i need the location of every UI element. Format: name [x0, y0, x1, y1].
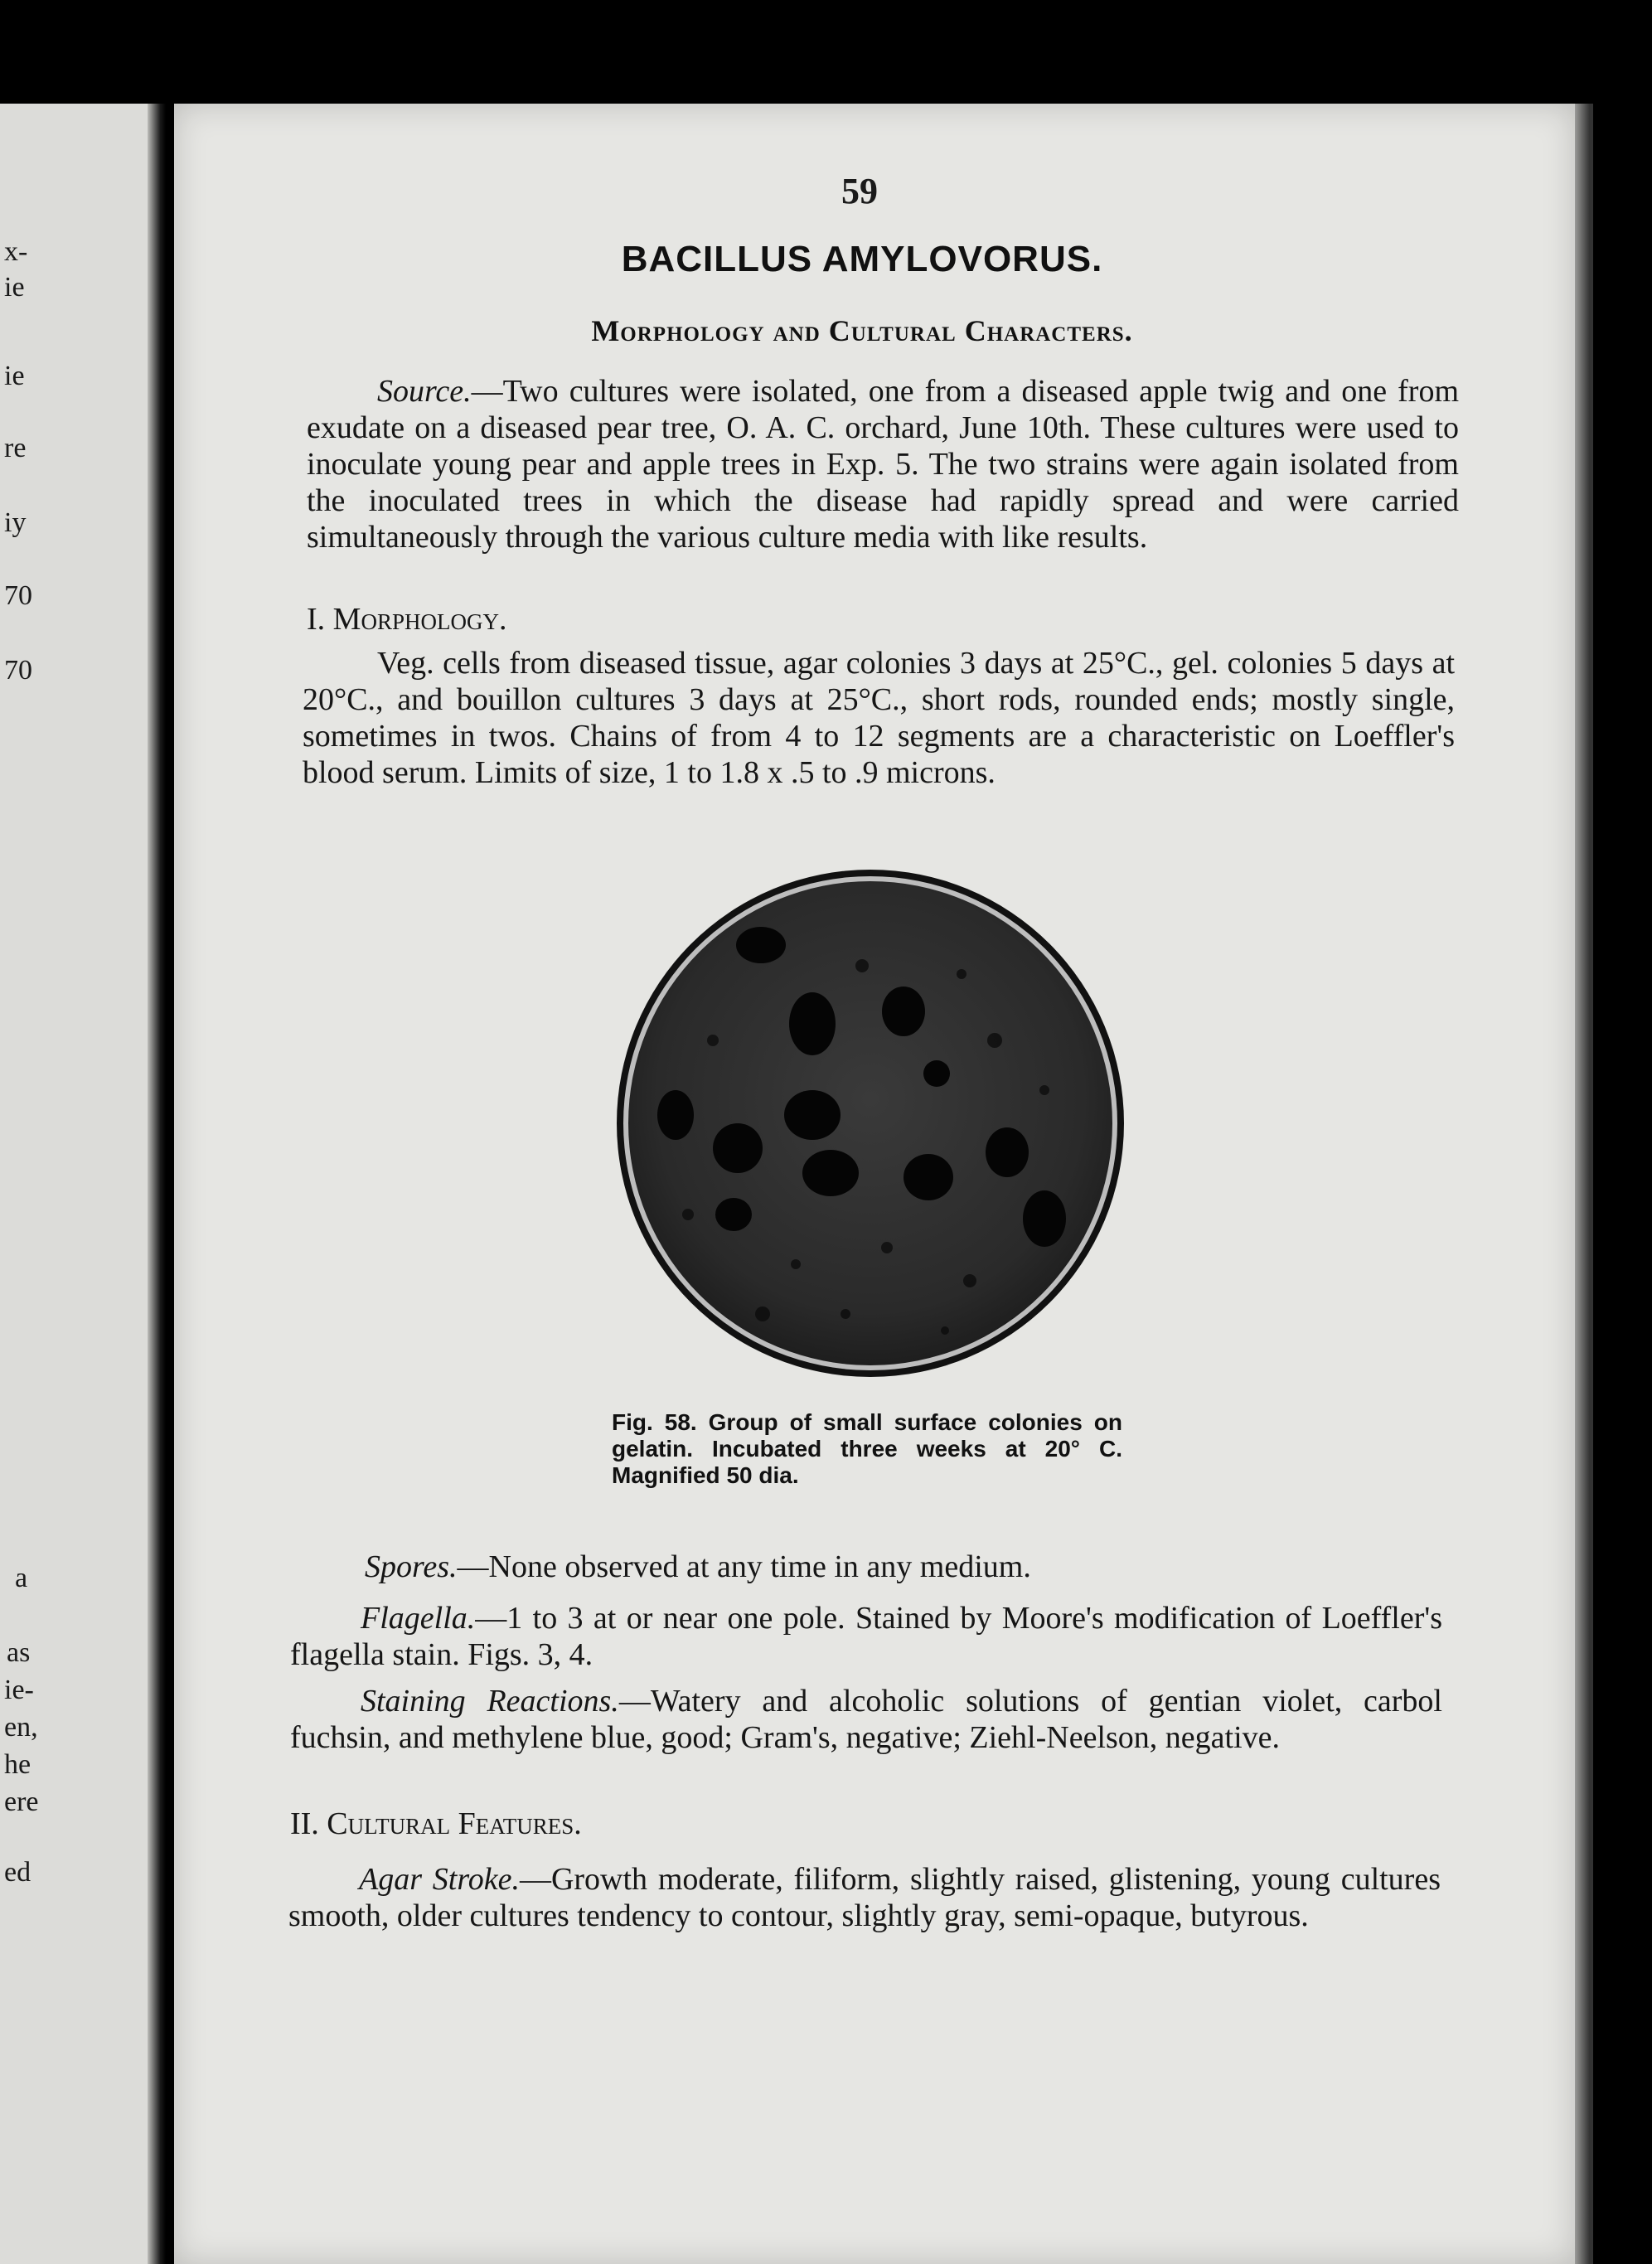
source-paragraph — [307, 373, 1459, 555]
colony-micrograph — [613, 866, 1127, 1380]
left-page-fragment: ed — [4, 1857, 31, 1888]
left-page-fragment: a — [15, 1563, 28, 1593]
book-gutter — [148, 104, 166, 2264]
agar-lead: Agar Stroke. — [359, 1862, 520, 1897]
spores-lead: Spores. — [365, 1549, 458, 1584]
left-page-fragment: re — [4, 433, 27, 463]
section-subtitle: Morphology and Cultural Characters. — [591, 314, 1133, 347]
cultural-heading: II. Cultural Features. — [290, 1806, 582, 1841]
source-text: —Two cultures were isolated, one from a diseased apple twig and one from exudate on a diseased pear tree, O. A. C. orchard, June 10th. These cultures were used to inoculate young pear and apple trees in Exp. 5. The two strains were again isolated from the inoculated trees in which the disease had rapidly spread and were carried simultaneously through the various culture media with like results. — [307, 374, 1459, 555]
left-page-fragment: ie — [4, 272, 25, 303]
left-page-fragment: 70 — [4, 580, 32, 611]
spores-text: —None observed at any time in any medium. — [457, 1549, 1031, 1584]
staining-paragraph — [290, 1683, 1442, 1756]
page-title: BACILLUS AMYLOVORUS. — [621, 239, 1103, 279]
staining-text: —Watery and alcoholic solutions of gentian violet, carbol fuchsin, and methylene blue, good; Gram's, negative; Ziehl-Neelson, negative. — [290, 1684, 1442, 1755]
morphology-heading: I. Morphology. — [307, 602, 507, 637]
flagella-text: —1 to 3 at or near one pole. Stained by Moore's modification of Loeffler's flagella stain. Figs. 3, 4. — [290, 1601, 1442, 1672]
left-page-fragment: x- — [4, 236, 28, 267]
left-page — [0, 104, 157, 2264]
left-page-fragment: he — [4, 1749, 31, 1780]
source-lead: Source. — [377, 374, 472, 409]
flagella-lead: Flagella. — [361, 1601, 476, 1636]
left-page-fragment: en, — [4, 1712, 38, 1743]
page-number: 59 — [841, 171, 878, 211]
left-page-fragment: ie — [4, 361, 25, 391]
agar-text: —Growth moderate, filiform, slightly raised, glistening, young cultures smooth, older cultures tendency to contour, slightly gray, semi-opaque, butyrous. — [288, 1862, 1441, 1933]
staining-lead: Staining Reactions. — [361, 1684, 619, 1719]
morphology-paragraph: Veg. cells from diseased tissue, agar colonies 3 days at 25°C., gel. colonies 5 days at 20°C., and bouillon cultures 3 days at 25°C., short rods, rounded ends; mostly single, sometimes in twos. Chains of from 4 to 12 segments are a characteristic on Loeffler's blood serum. Limits of size, 1 to 1.8 x .5 to .9 microns. — [303, 646, 1455, 790]
flagella-paragraph — [290, 1600, 1442, 1673]
agar-paragraph — [288, 1861, 1441, 1934]
page-edge — [1575, 104, 1593, 2264]
left-page-fragment: ere — [4, 1786, 39, 1817]
left-page-fragment: ie- — [4, 1675, 34, 1705]
left-page-fragment: as — [7, 1637, 31, 1668]
left-page-fragment: iy — [4, 507, 27, 538]
left-page-fragment: 70 — [4, 655, 32, 686]
figure-caption: Fig. 58. Group of small surface colonies on gelatin. Incubated three weeks at 20° C. Magnified 50 dia. — [612, 1409, 1122, 1488]
spores-paragraph — [294, 1549, 1446, 1585]
